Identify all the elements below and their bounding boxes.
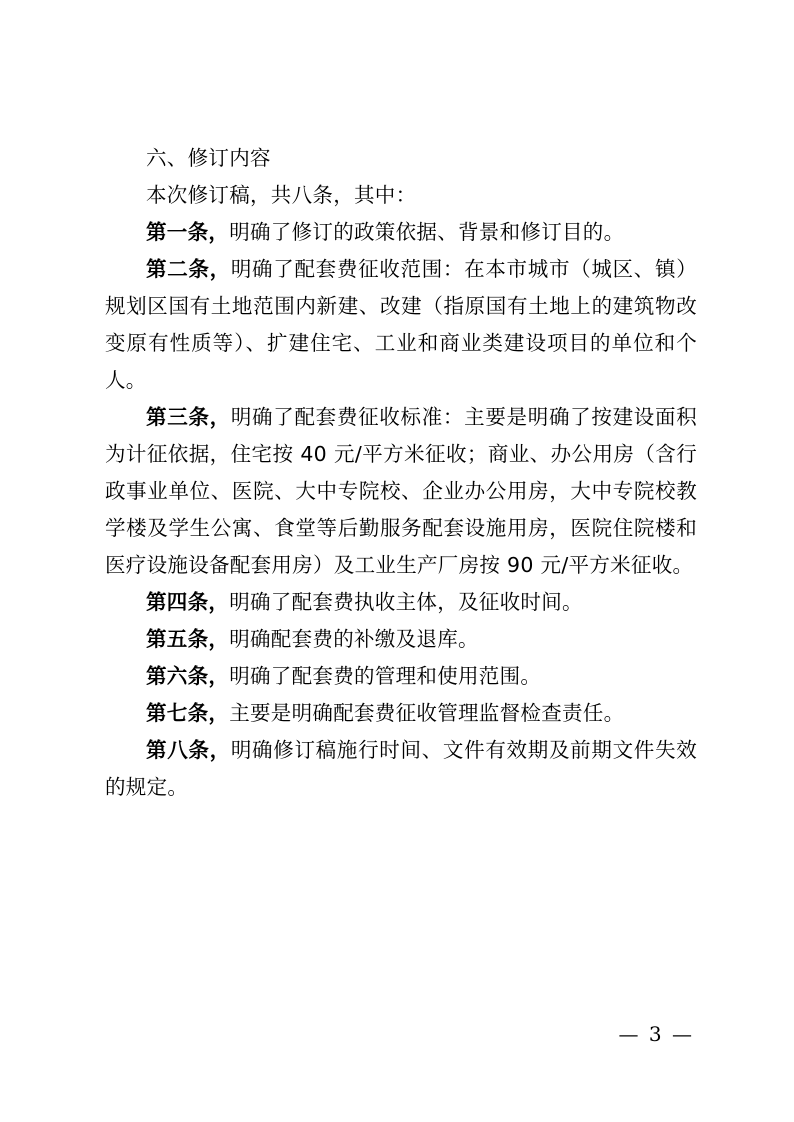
article-text: 明确了配套费的管理和使用范围。 (229, 664, 542, 688)
article-text: 明确了修订的政策依据、背景和修订目的。 (229, 220, 625, 244)
page-number: — 3 — (618, 1022, 694, 1046)
article-label: 第二条， (146, 257, 231, 281)
article-label: 第一条， (146, 220, 230, 244)
article-text: 主要是明确配套费征收管理监督检查责任。 (229, 701, 625, 725)
article-paragraph-1 (105, 214, 697, 251)
article-label: 第四条， (146, 590, 230, 614)
article-text: 明确了配套费征收范围：在本市城市（城区、镇）规划区国有土地范围内新建、改建（指原国有土地上的建筑物改变原有性质等）、扩建住宅、工业和商业类建设项目的单位和个人。 (105, 257, 697, 392)
article-text: 明确配套费的补缴及退库。 (229, 627, 479, 651)
article-label: 第六条， (146, 664, 230, 688)
article-paragraph-6 (105, 658, 697, 695)
document-body (105, 140, 697, 806)
article-label: 第五条， (146, 627, 230, 651)
article-paragraph-4 (105, 584, 697, 621)
article-label: 第三条， (146, 405, 231, 429)
article-text: 明确了配套费征收标准：主要是明确了按建设面积为计征依据，住宅按 40 元/平方米征收；商业、办公用房（含行政事业单位、医院、大中专院校、企业办公用房，大中专院校教学楼及学生公寓、食堂等后勤服务配套设施用房，医院住院楼和医疗设施设备配套用房）及工业生产厂房按 90 元/平方米征收。 (105, 405, 697, 577)
article-text: 明确修订稿施行时间、文件有效期及前期文件失效的规定。 (105, 738, 697, 799)
article-text: 明确了配套费执收主体，及征收时间。 (229, 590, 583, 614)
article-paragraph-8 (105, 732, 697, 806)
article-label: 第八条， (146, 738, 231, 762)
article-label: 第七条， (146, 701, 230, 725)
article-paragraph-2 (105, 251, 697, 399)
article-paragraph-5 (105, 621, 697, 658)
article-paragraph-7 (105, 695, 697, 732)
article-paragraph-3 (105, 399, 697, 584)
section-heading: 六、修订内容 (146, 146, 271, 170)
intro-paragraph: 本次修订稿，共八条，其中： (146, 183, 417, 207)
